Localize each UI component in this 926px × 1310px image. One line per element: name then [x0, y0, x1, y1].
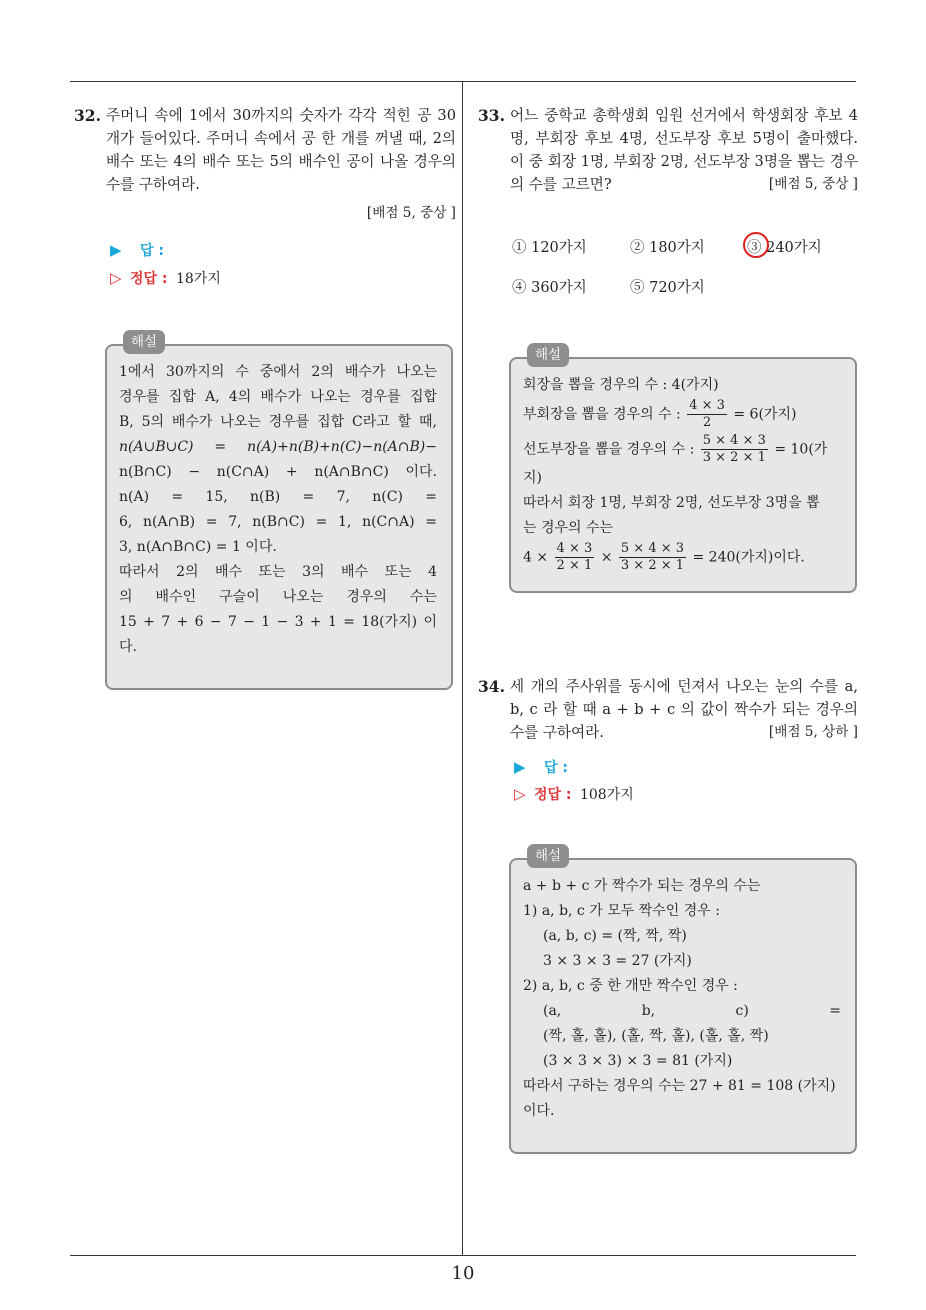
choice-text: 360가지 — [531, 280, 587, 296]
explanation-box — [509, 848, 857, 1154]
expl-line: n(A) = 15, n(B) = 7, n(C) = — [119, 489, 437, 505]
choice-mark: ④ — [512, 280, 527, 296]
expl-line: (3 × 3 × 3) × 3 = 81 (가지) — [543, 1053, 733, 1069]
outline-play-icon: ▷ — [110, 269, 122, 287]
choice-mark: ⑤ — [630, 280, 645, 296]
expl-line: 경우를 집합 A, 4의 배수가 나오는 경우를 집합 — [119, 389, 437, 405]
expl-line: 6, n(A∩B) = 7, n(B∩C) = 1, n(C∩A) = — [119, 514, 437, 530]
fraction — [619, 541, 686, 574]
expl-line: 회장을 뽑을 경우의 수 : 4(가지) — [523, 377, 719, 393]
answer-row — [514, 757, 568, 777]
choice-list — [512, 236, 852, 306]
expl-line: 따라서 회장 1명, 부회장 2명, 선도부장 3명을 뽑 — [523, 495, 820, 511]
column-divider — [462, 82, 463, 1255]
expl-line: 2) a, b, c 중 한 개만 짝수인 경우 : — [523, 978, 738, 994]
answer-row — [110, 240, 164, 260]
question-number: 34. — [478, 677, 505, 696]
choice-2[interactable] — [630, 236, 705, 257]
denominator: 3 × 2 × 1 — [620, 558, 685, 573]
question-text: 어느 중학교 총학생회 임원 선거에서 학생회장 후보 4명, 부회장 후보 4명, 선도부장 후보 5명이 출마했다. 이 중 회장 1명, 부회장 2명, 선도부장 3명을 뽑는 경우의 수를 고르면? — [510, 107, 858, 193]
answer-label: 답 : — [140, 243, 164, 259]
expl-line — [523, 398, 841, 431]
play-icon: ▶ — [514, 758, 526, 776]
expl-line: n(B∩C) − n(C∩A) + n(A∩B∩C) 이다. — [119, 464, 437, 480]
correct-label: 정답 : — [130, 271, 168, 287]
expl-line: 3, n(A∩B∩C) = 1 이다. — [119, 539, 277, 555]
top-rule — [70, 81, 856, 82]
page-number: 10 — [451, 1263, 475, 1284]
expl-line: (a, b, c) = (짝, 짝, 짝) — [543, 928, 687, 944]
fraction — [701, 433, 768, 466]
choice-text: 720가지 — [649, 280, 705, 296]
fraction — [555, 541, 595, 574]
choice-3[interactable] — [747, 236, 822, 257]
question-meta: [배점 5, 중상 ] — [768, 176, 858, 192]
choice-text: 180가지 — [649, 240, 705, 256]
question-33 — [478, 104, 858, 196]
expl-line: 지) — [523, 470, 542, 486]
bottom-rule — [70, 1255, 856, 1256]
explanation-tab: 해설 — [527, 343, 569, 367]
expl-text: × — [600, 549, 613, 566]
circled-answer-mark — [743, 232, 769, 258]
answer-label: 답 : — [544, 760, 568, 776]
choice-4[interactable] — [512, 276, 587, 297]
expl-line: 이다. — [523, 1103, 555, 1119]
question-32 — [74, 104, 456, 225]
expl-line: 1) a, b, c 가 모두 짝수인 경우 : — [523, 903, 720, 919]
expl-line: 15 + 7 + 6 − 7 − 1 − 3 + 1 = 18(가지) 이 — [119, 614, 437, 630]
play-icon: ▶ — [110, 241, 122, 259]
correct-answer-row — [110, 268, 221, 288]
correct-value: 18가지 — [175, 271, 221, 287]
denominator: 2 × 1 — [556, 558, 593, 573]
expl-line — [523, 433, 841, 466]
question-number: 32. — [74, 106, 101, 125]
correct-label: 정답 : — [534, 787, 572, 803]
expl-text: 부회장을 뽑을 경우의 수 : — [523, 406, 681, 423]
expl-text: = 6(가지) — [733, 406, 797, 423]
expl-line: 따라서 2의 배수 또는 3의 배수 또는 4 — [119, 564, 437, 580]
question-text: 주머니 속에 1에서 30까지의 숫자가 각각 적힌 공 30개가 들어있다. 주머니 속에서 공 한 개를 꺼낼 때, 2의 배수 또는 4의 배수 또는 5의 배수인 공이 나올 경우의 수를 구하여라. — [106, 107, 456, 193]
explanation-box — [509, 347, 857, 593]
choice-1[interactable] — [512, 236, 587, 257]
expl-line: 1에서 30까지의 수 중에서 2의 배수가 나오는 — [119, 364, 437, 380]
question-number: 33. — [478, 106, 505, 125]
explanation-tab: 해설 — [527, 844, 569, 868]
numerator: 5 × 4 × 3 — [702, 433, 766, 448]
question-34 — [478, 675, 858, 744]
expl-text: (a, b, c) = — [543, 1003, 841, 1019]
expl-line: 의 배수인 구슬이 나오는 경우의 수는 — [119, 589, 437, 605]
expl-line: 다. — [119, 639, 137, 655]
expl-text: 선도부장을 뽑을 경우의 수 : — [523, 441, 695, 458]
choice-mark: ① — [512, 240, 527, 256]
question-meta: [배점 5, 중상 ] — [366, 205, 456, 221]
expl-line — [523, 999, 841, 1024]
choice-text: 120가지 — [531, 240, 587, 256]
choice-text: 240가지 — [766, 240, 822, 256]
outline-play-icon: ▷ — [514, 785, 526, 803]
expl-line: a + b + c 가 짝수가 되는 경우의 수는 — [523, 878, 761, 894]
choice-mark: ③ — [747, 240, 762, 256]
explanation-box — [105, 334, 453, 690]
expl-text: = 240(가지)이다. — [692, 549, 805, 566]
expl-line: B, 5의 배수가 나오는 경우를 집합 C라고 할 때, — [119, 414, 437, 430]
correct-answer-row — [514, 784, 634, 804]
expl-text: = 10(가 — [774, 441, 828, 458]
numerator: 5 × 4 × 3 — [620, 541, 685, 556]
expl-line — [523, 541, 841, 574]
question-meta: [배점 5, 상하 ] — [768, 724, 858, 740]
expl-line: 따라서 구하는 경우의 수는 27 + 81 = 108 (가지) — [523, 1078, 836, 1094]
numerator: 4 × 3 — [689, 398, 725, 413]
numerator: 4 × 3 — [556, 541, 593, 556]
fraction — [687, 398, 727, 431]
choice-5[interactable] — [630, 276, 705, 297]
correct-value: 108가지 — [579, 787, 634, 803]
explanation-tab: 해설 — [123, 330, 165, 354]
expl-line: 는 경우의 수는 — [523, 520, 614, 536]
choice-mark: ② — [630, 240, 645, 256]
denominator: 2 — [702, 415, 712, 430]
expl-line: (짝, 홀, 홀), (홀, 짝, 홀), (홀, 홀, 짝) — [543, 1028, 769, 1044]
expl-text: 4 × — [523, 549, 549, 566]
denominator: 3 × 2 × 1 — [702, 450, 766, 465]
expl-line: 3 × 3 × 3 = 27 (가지) — [543, 953, 692, 969]
expl-line: n(A∪B∪C) = n(A)+n(B)+n(C)−n(A∩B)− — [119, 439, 437, 455]
question-text: 세 개의 주사위를 동시에 던져서 나오는 눈의 수를 a, b, c 라 할 때 a + b + c 의 값이 짝수가 되는 경우의 수를 구하여라. — [510, 678, 858, 741]
